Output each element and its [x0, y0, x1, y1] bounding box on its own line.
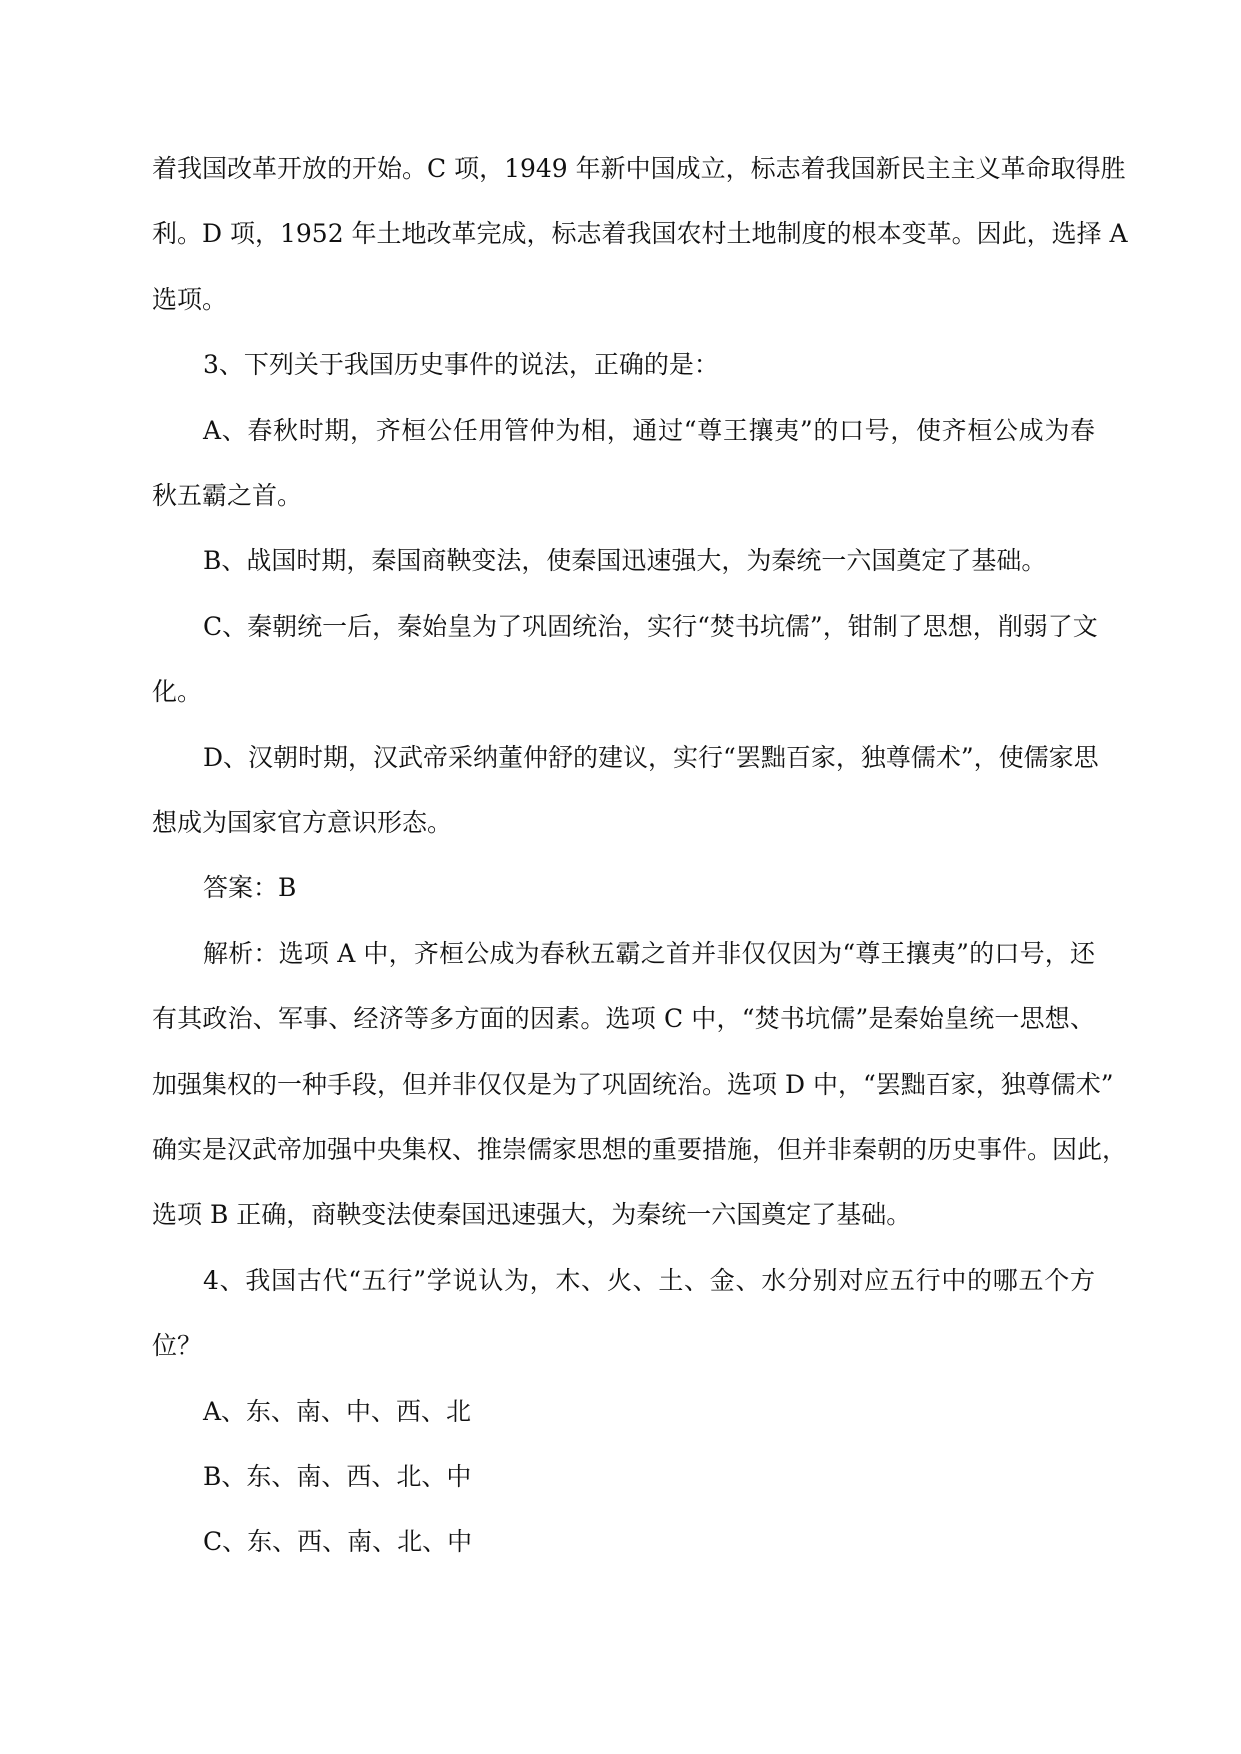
prev-answer-explanation-line: 利。D 项，1952 年土地改革完成，标志着我国农村土地制度的根本变革。因此，选择 A — [152, 219, 1128, 249]
q3-explanation-line: 确实是汉武帝加强中央集权、推崇儒家思想的重要措施，但并非秦朝的历史事件。因此， — [152, 1135, 1128, 1164]
prev-answer-explanation-line: 着我国改革开放的开始。C 项，1949 年新中国成立，标志着我国新民主主义革命取得胜 — [152, 154, 1126, 183]
q3-explanation-line: 加强集权的一种手段，但并非仅仅是为了巩固统治。选项 D 中，“罢黜百家，独尊儒术” — [152, 1069, 1114, 1099]
q3-option-c-line: C、秦朝统一后，秦始皇为了巩固统治，实行“焚书坑儒”，钳制了思想，削弱了文 — [203, 611, 1098, 641]
q3-explanation-line: 选项 B 正确，商鞅变法使秦国迅速强大，为秦统一六国奠定了基础。 — [152, 1200, 912, 1230]
q3-option-a-line: A、春秋时期，齐桓公任用管仲为相，通过“尊王攘夷”的口号，使齐桓公成为春 — [203, 415, 1095, 445]
q3-explanation-line: 解析：选项 A 中，齐桓公成为春秋五霸之首并非仅仅因为“尊王攘夷”的口号，还 — [203, 938, 1095, 968]
q3-option-d-line: D、汉朝时期，汉武帝采纳董仲舒的建议，实行“罢黜百家，独尊儒术”，使儒家思 — [203, 742, 1099, 772]
q3-option-d-line: 想成为国家官方意识形态。 — [152, 808, 453, 837]
q4-option-b-line: B、东、南、西、北、中 — [203, 1462, 472, 1491]
q4-option-a-line: A、东、南、中、西、北 — [203, 1396, 472, 1426]
q3-option-c-line: 化。 — [152, 677, 203, 707]
q3-option-a-line: 秋五霸之首。 — [152, 481, 303, 510]
q3-option-b-line: B、战国时期，秦国商鞅变法，使秦国迅速强大，为秦统一六国奠定了基础。 — [203, 546, 1047, 576]
question-3-line: 3、下列关于我国历史事件的说法，正确的是： — [203, 350, 719, 380]
q3-explanation-line: 有其政治、军事、经济等多方面的因素。选项 C 中，“焚书坑儒”是秦始皇统一思想、 — [152, 1004, 1095, 1034]
q3-answer-line: 答案：B — [203, 873, 297, 903]
q4-option-c-line: C、东、西、南、北、中 — [203, 1527, 473, 1557]
question-4-line: 位？ — [152, 1331, 203, 1361]
question-4-line: 4、我国古代“五行”学说认为，木、火、土、金、水分别对应五行中的哪五个方 — [203, 1265, 1095, 1295]
prev-answer-explanation-line: 选项。 — [152, 284, 228, 314]
